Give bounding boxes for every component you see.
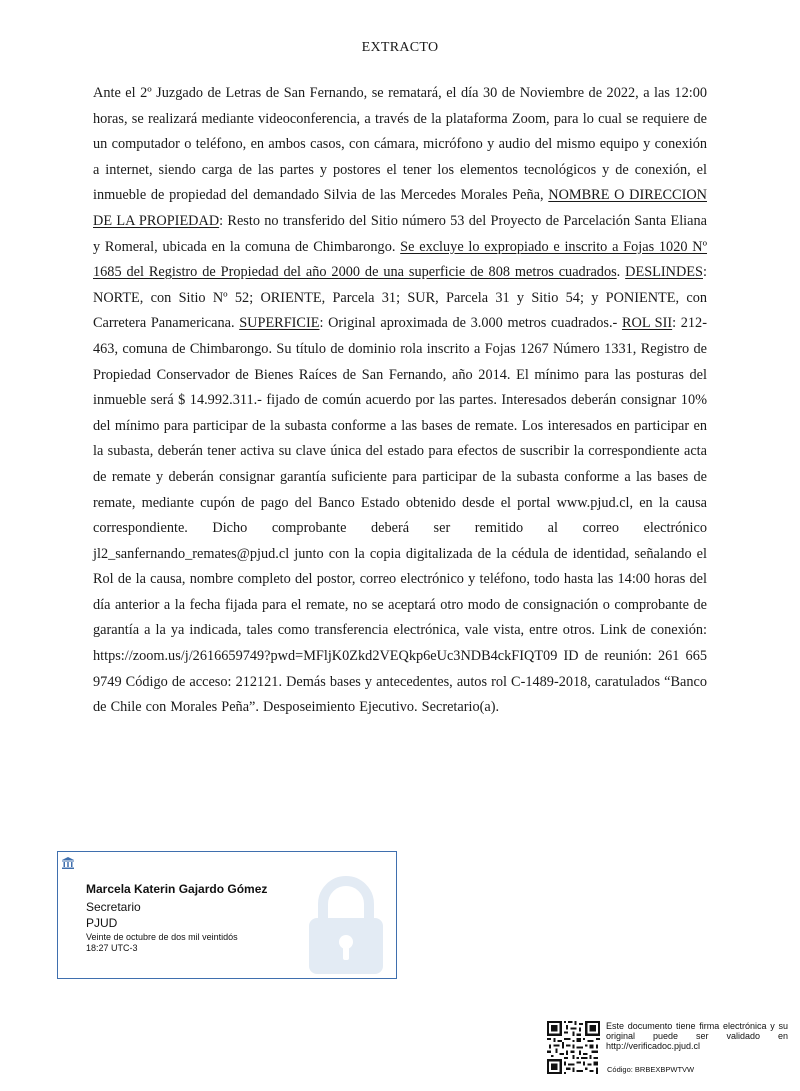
body-text-segment: : 212-463, comuna de Chimbarongo. Su título de dominio rola inscrito a Fojas 1267 Número 1331, Registro de Propiedad Conservador de Bienes Raíces de San Fernando, año 2014. El mínimo para las posturas del inmueble será $ 14.992.311.- fijado de común acuerdo por las partes. Interesados deberán consignar 10% del mínimo para participar de la subasta conforme a las bases de remate. Los interesados en participar en la subasta, deberán tener activa su clave única del estado para efectos de suscribir la correspondiente acta de remate y deberán consignar garantía suficiente para participar de la subasta conforme a las bases de remate, mediante cupón de pago del Banco Estado obtenido desde el portal www.pjud.cl, en la causa correspondiente. Dicho comprobante deberá ser remitido al correo electrónico jl2_sanfernando_remates@pjud.cl junto con la copia digitalizada de la cédula de identidad, señalando el Rol de la causa, nombre completo del postor, correo electrónico y teléfono, todo hasta las 14:00 horas del día anterior a la fecha fijada para el remate, no se aceptará otro modo de consignación o comprobante de garantía a la ya indicada, tales como transferencia electrónica, vale vista, entre otros. Link de conexión: https://zoom.us/j/2616659749?pwd=MFljK0Zkd2VEQkp6eUc3NDB4ckFIQT09 ID de reunión: 261 665 9749 Código de acceso: 212121. Demás bases y antecedentes, autos rol C-1489-2018, caratulados “Banco de Chile con Morales Peña”. Desposeimiento Ejecutivo. Secretario(a). [93, 315, 707, 716]
lock-icon [301, 872, 391, 977]
qr-code-icon[interactable] [546, 1021, 601, 1074]
body-text-segment: Ante el 2º Juzgado de Letras de San Fernando, se rematará, el día 30 de Noviembre de 2022, a las 12:00 horas, se realizará mediante videoconferencia, a través de la plataforma Zoom, para lo cual se requiere de un computador o teléfono, en ambos casos, con cámara, micrófono y audio del mismo equipo y conexión a internet, siendo carga de las partes y postores el tener los elementos tecnológicos y de conexión, el inmueble de propiedad del demandado Silvia de las Mercedes Morales Peña, [93, 85, 707, 204]
body-text-segment: : NORTE, con Sitio Nº 52; ORIENTE, Parcela 31; SUR, Parcela 31 y Sitio 54; y PONIENTE, con Carretera Panamericana. [93, 264, 707, 332]
electronic-signature-box [57, 851, 397, 979]
exclusion-note: Se excluye lo expropiado e inscrito a Fojas 1020 Nº 1685 del Registro de Propiedad del año 2000 de una superficie de 808 metros cuadrados [93, 238, 708, 281]
signer-role: Secretario [86, 900, 141, 914]
signature-date [86, 932, 238, 954]
signature-date-text: Veinte de octubre de dos mil veintidós [86, 932, 238, 942]
document-body [93, 81, 707, 721]
boundaries-heading: DESLINDES [625, 264, 703, 281]
verification-text: Este documento tiene firma electrónica y su original puede ser validado en http://verificadoc.pjud.cl [606, 1021, 788, 1051]
signer-organization: PJUD [86, 916, 118, 930]
document-title: EXTRACTO [361, 40, 439, 55]
rol-sii-heading: ROL SII [621, 315, 673, 332]
verification-code: Código: BRBEXBPWTVW [607, 1065, 695, 1074]
body-text-segment: . [616, 264, 626, 281]
signature-time-text: 18:27 UTC-3 [86, 943, 138, 953]
surface-heading: SUPERFICIE [239, 315, 320, 332]
body-text-segment: : Original aproximada de 3.000 metros cuadrados.- [319, 315, 622, 332]
body-text-segment: : Resto no transferido del Sitio número 53 del Proyecto de Parcelación Santa Eliana y Romeral, ubicada en la comuna de Chimbarongo. [93, 212, 707, 255]
property-heading: NOMBRE O DIRECCION DE LA PROPIEDAD [93, 187, 707, 229]
verification-block [546, 1021, 791, 1076]
courthouse-icon [61, 856, 75, 870]
signer-name: Marcela Katerin Gajardo Gómez [86, 882, 268, 896]
